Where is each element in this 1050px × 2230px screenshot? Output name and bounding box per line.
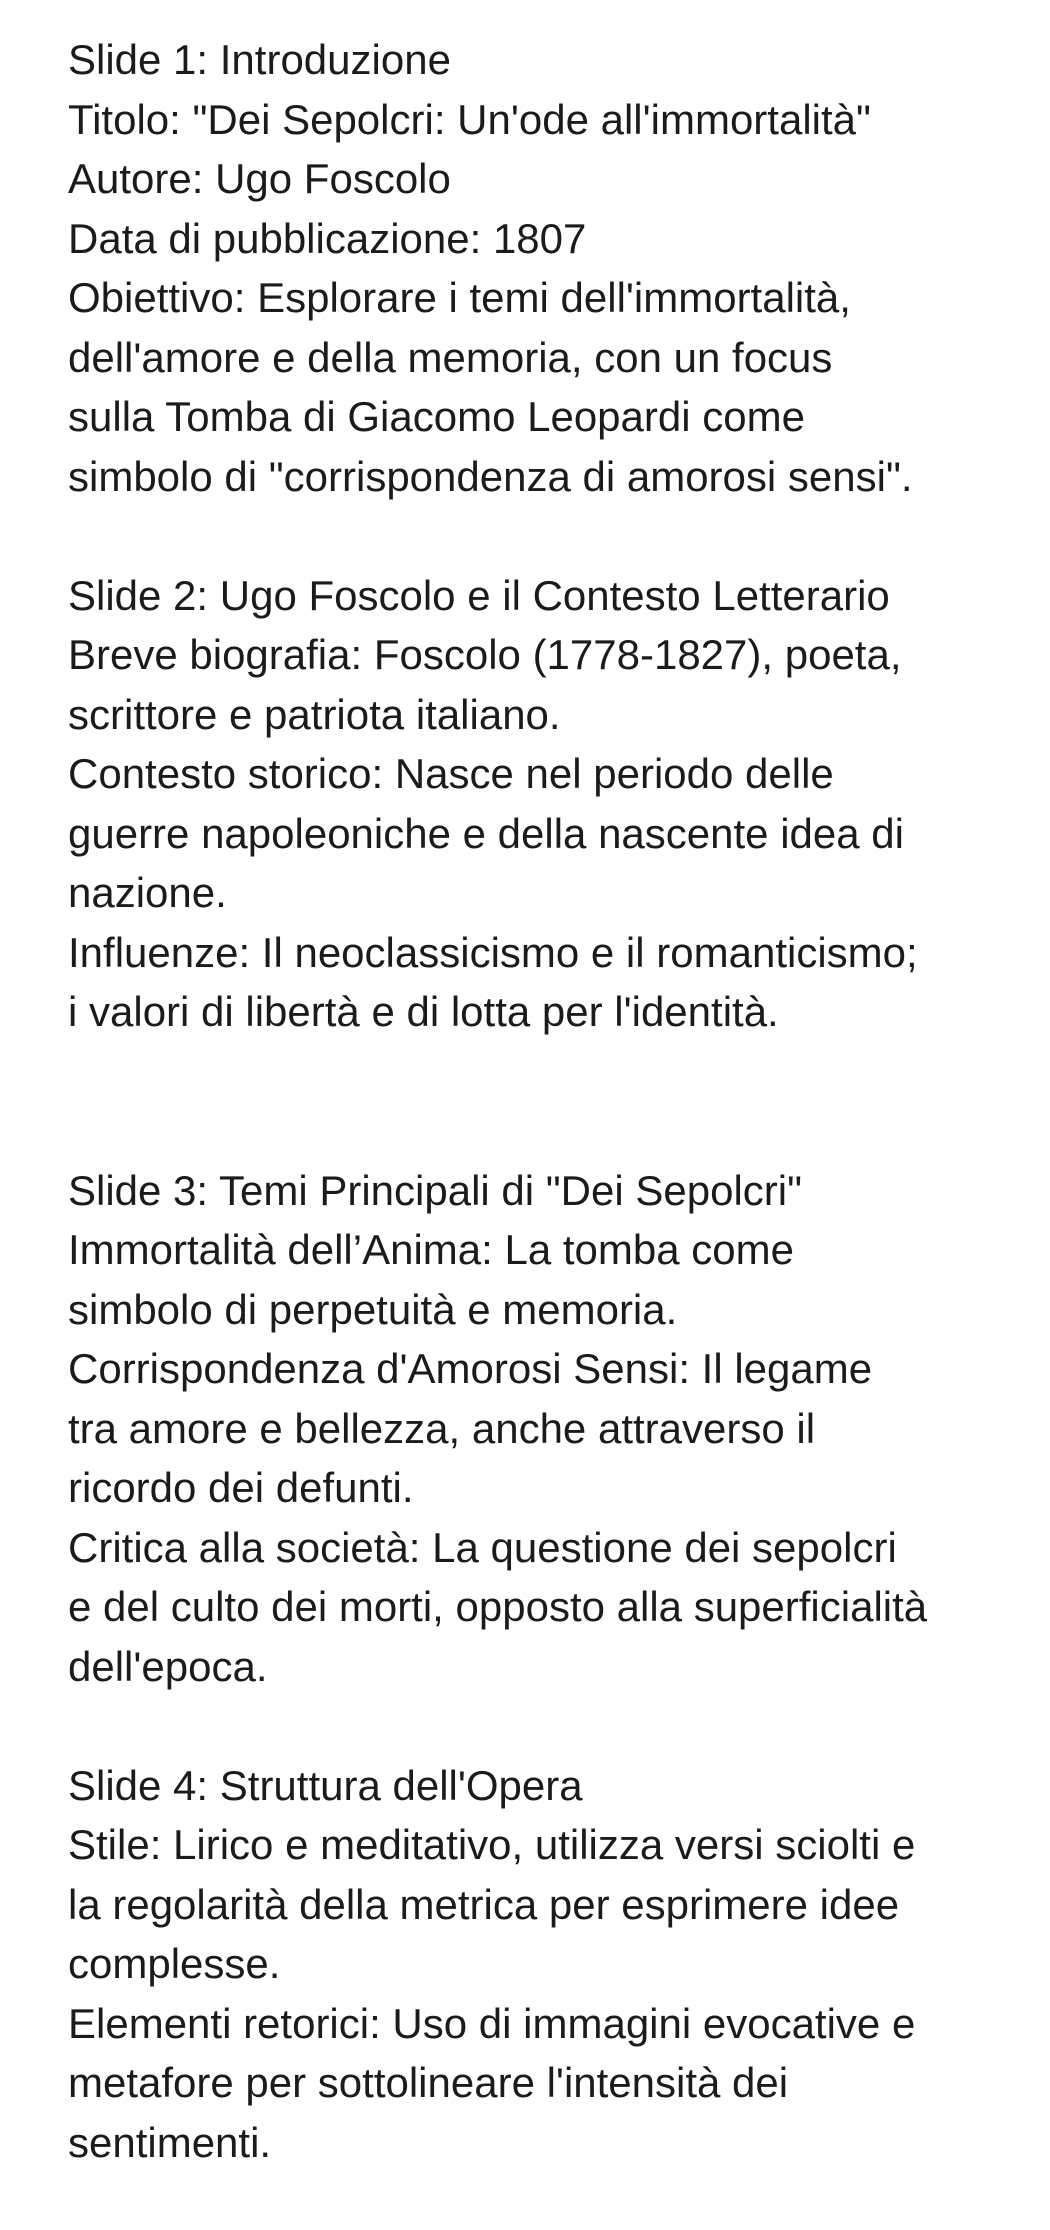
slide-1-objective-line: simbolo di "corrispondenza di amorosi sensi".: [68, 452, 913, 500]
slide-4-style-line: complesse.: [68, 1940, 281, 1987]
slide-1-date-line: Data di pubblicazione: 1807: [68, 214, 587, 262]
slide-3-theme-line: ricordo dei defunti.: [68, 1464, 414, 1511]
slide-4-section: [68, 1756, 1028, 2173]
document-body: [68, 30, 1028, 2172]
slide-2-section: [68, 566, 1028, 1042]
slide-2-biography-line: Breve biografia: Foscolo (1778-1827), poeta,: [68, 631, 902, 678]
slide-2-influences-line: i valori di libertà e di lotta per l'identità.: [68, 988, 779, 1035]
slide-3-theme-line: tra amore e bellezza, anche attraverso il: [68, 1404, 816, 1452]
slide-3-theme-line: Corrispondenza d'Amorosi Sensi: Il legame: [68, 1345, 873, 1392]
slide-1-objective-line: sulla Tomba di Giacomo Leopardi come: [68, 393, 805, 440]
slide-4-style-line: Stile: Lirico e meditativo, utilizza versi sciolti e: [68, 1821, 916, 1868]
slide-1-objective-line: dell'amore e della memoria, con un focus: [68, 333, 833, 381]
slide-1-author-line: Autore: Ugo Foscolo: [68, 155, 451, 202]
slide-4-style-line: la regolarità della metrica per esprimere idee: [68, 1880, 900, 1928]
slide-3-theme-line: simbolo di perpetuità e memoria.: [68, 1285, 678, 1333]
slide-2-biography-line: scrittore e patriota italiano.: [68, 690, 561, 738]
slide-1-title-line: Titolo: "Dei Sepolcri: Un'ode all'immortalità": [68, 95, 871, 143]
slide-3-theme-line: dell'epoca.: [68, 1642, 268, 1690]
slide-4-rhetoric-line: metafore per sottolineare l'intensità dei: [68, 2059, 789, 2106]
slide-3-theme-line: e del culto dei morti, opposto alla superficialità: [68, 1583, 928, 1630]
slide-3-theme-line: Immortalità dell’Anima: La tomba come: [68, 1226, 794, 1273]
section-spacer: [68, 506, 1028, 566]
slide-4-rhetoric-line: Elementi retorici: Uso di immagini evocative e: [68, 1999, 916, 2047]
slide-2-influences-line: Influenze: Il neoclassicismo e il romanticismo;: [68, 928, 918, 976]
slide-1-section: [68, 30, 1028, 506]
slide-3-heading: Slide 3: Temi Principali di "Dei Sepolcri": [68, 1166, 803, 1214]
slide-3-section: [68, 1161, 1028, 1697]
slide-1-objective-line: Obiettivo: Esplorare i temi dell'immortalità,: [68, 274, 851, 321]
slide-2-heading: Slide 2: Ugo Foscolo e il Contesto Letterario: [68, 571, 890, 619]
slide-4-rhetoric-line: sentimenti.: [68, 2118, 272, 2166]
slide-2-context-line: nazione.: [68, 869, 227, 916]
slide-1-heading: Slide 1: Introduzione: [68, 36, 451, 83]
slide-2-context-line: Contesto storico: Nasce nel periodo delle: [68, 750, 834, 797]
slide-2-context-line: guerre napoleoniche e della nascente idea di: [68, 809, 904, 857]
slide-4-heading: Slide 4: Struttura dell'Opera: [68, 1761, 583, 1809]
slide-3-theme-line: Critica alla società: La questione dei sepolcri: [68, 1523, 897, 1571]
section-spacer: [68, 1042, 1028, 1161]
section-spacer: [68, 1696, 1028, 1756]
